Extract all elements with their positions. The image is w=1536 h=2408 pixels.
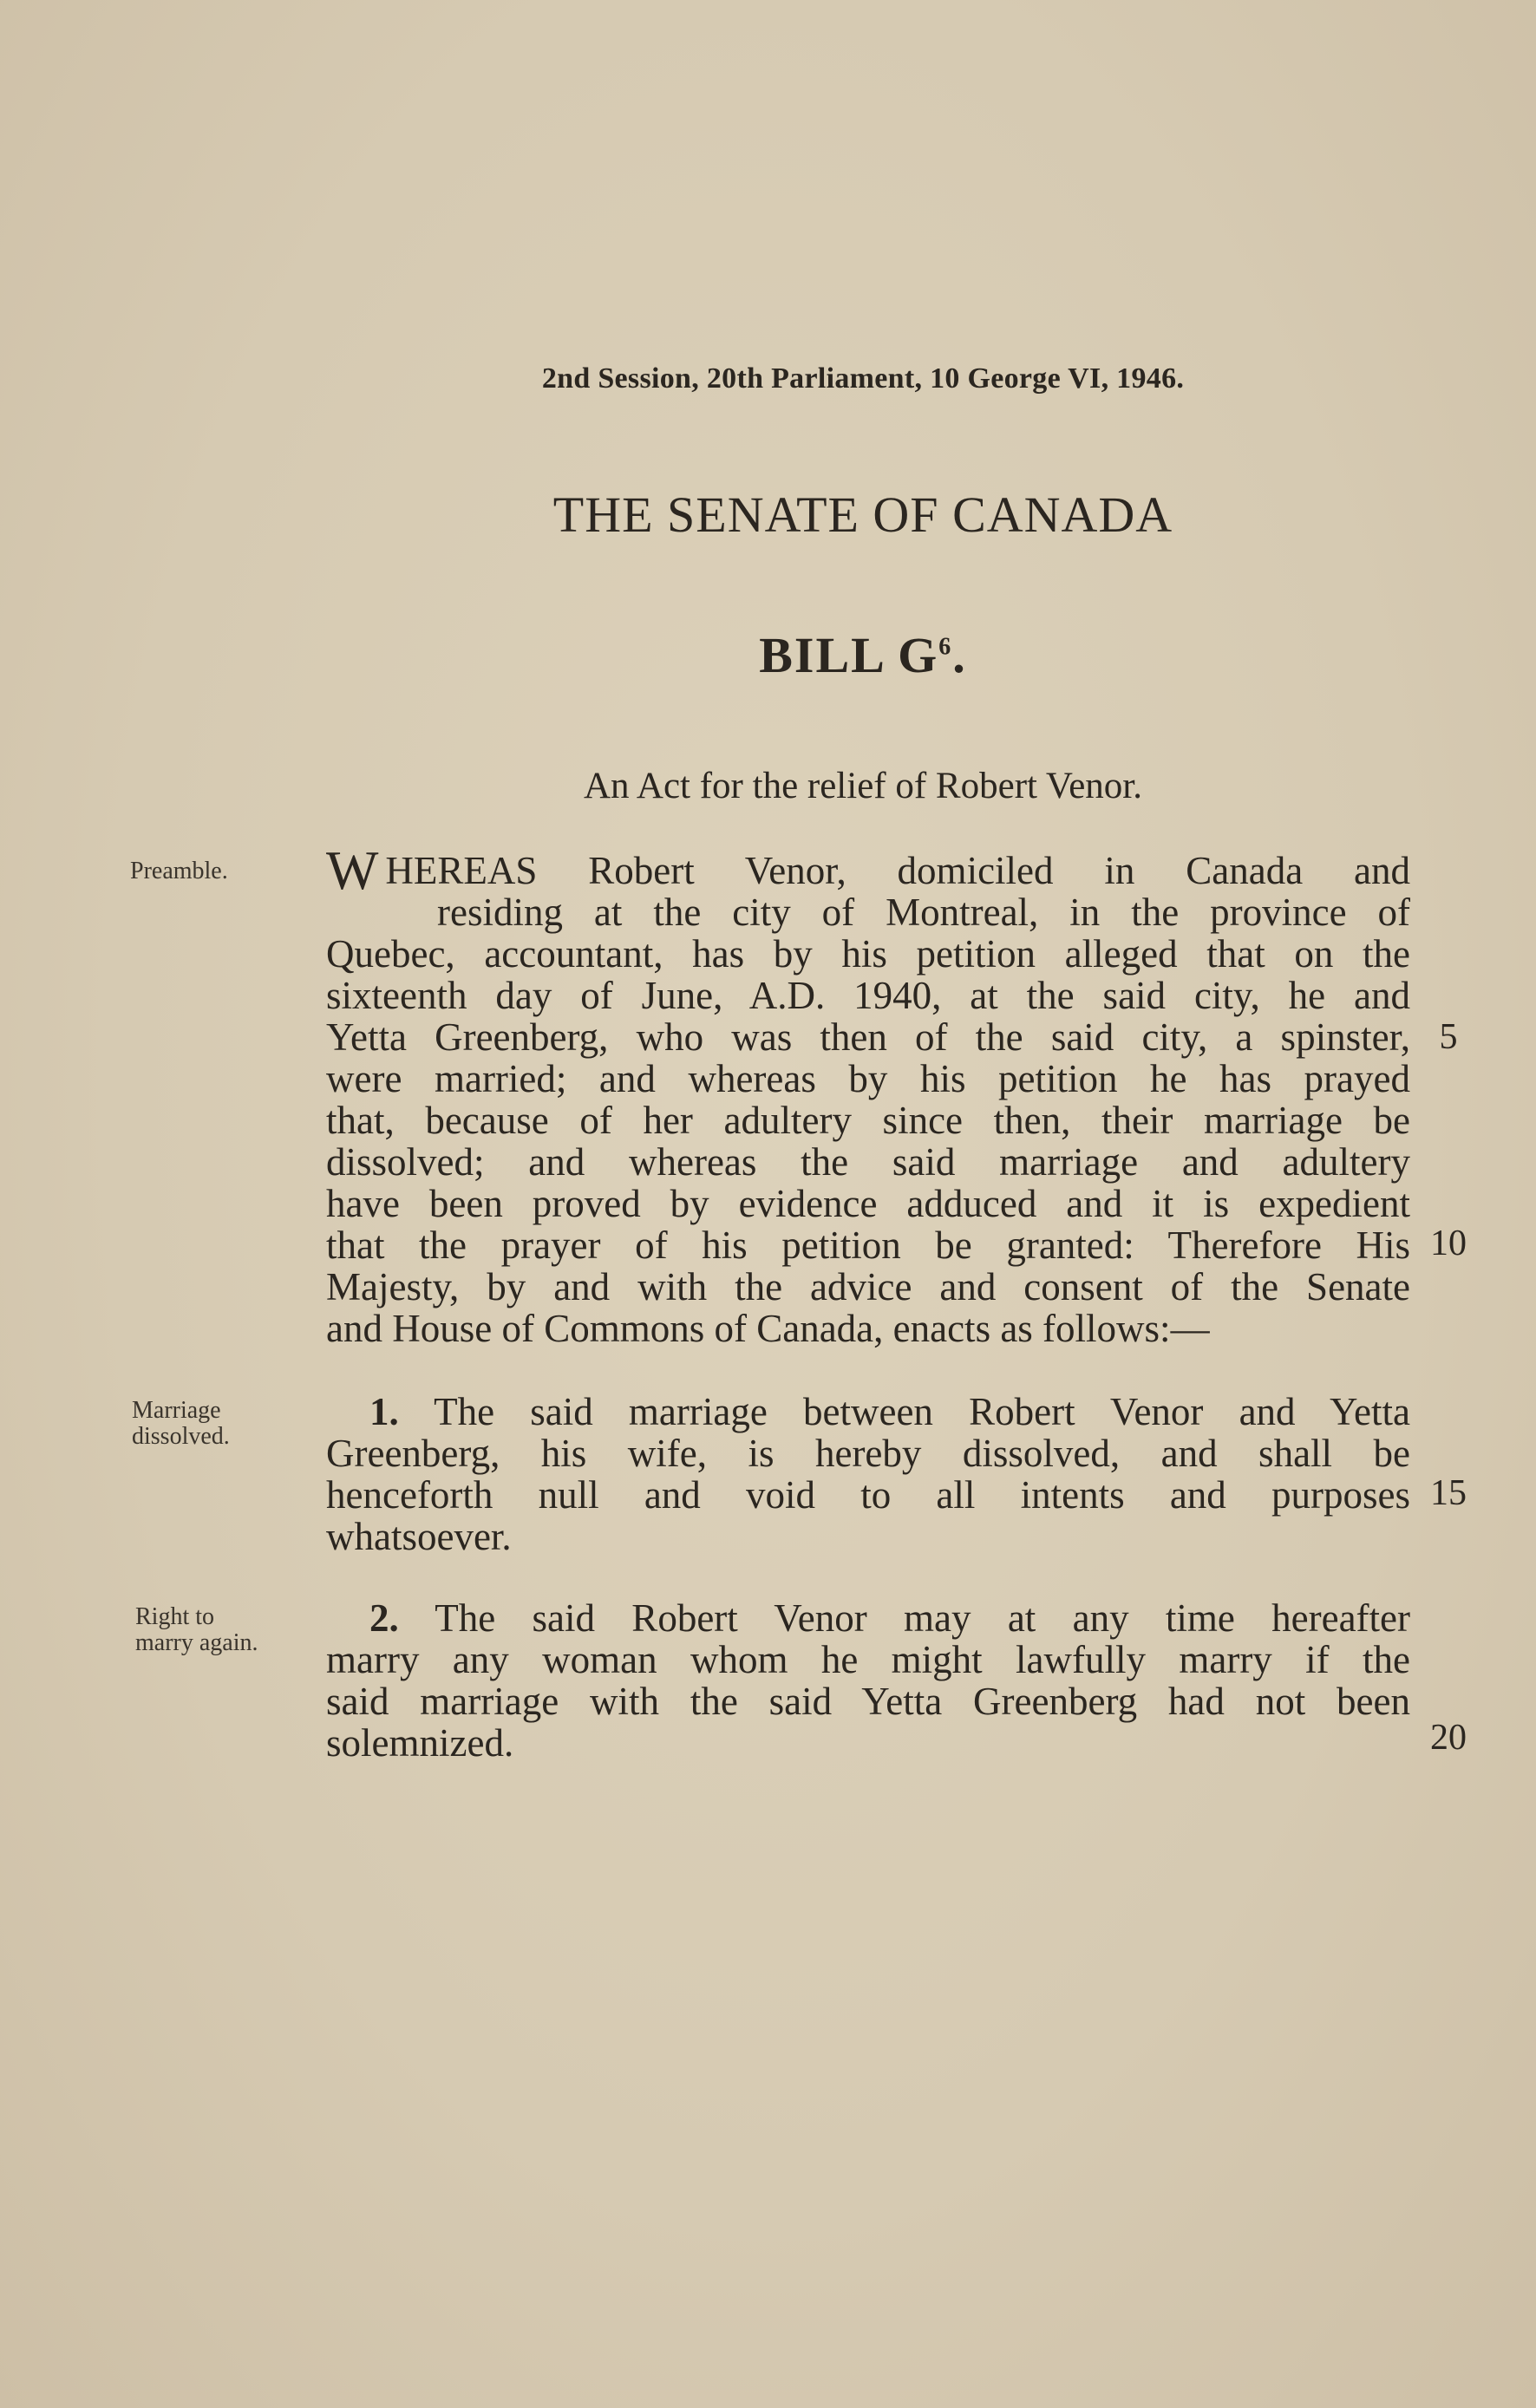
act-title: An Act for the relief of Robert Venor. [583, 766, 1143, 806]
marginal-note-line: marry again. [135, 1629, 258, 1656]
section-text: The said Robert Venor may at any time hereafter [435, 1596, 1411, 1640]
preamble-line: that, because of her adultery since then, their marriage be [326, 1099, 1410, 1142]
preamble-paragraph [326, 839, 1410, 1350]
section-line: marry any woman whom he might lawfully marry if the [326, 1638, 1410, 1681]
preamble-line: have been proved by evidence adduced and it is expedient [326, 1182, 1410, 1225]
preamble-line: Quebec, accountant, has by his petition alleged that on the [326, 932, 1410, 976]
preamble-line: that the prayer of his petition be granted: Therefore His [326, 1224, 1410, 1267]
line-number: 15 [1430, 1473, 1467, 1513]
marginal-note-preamble: Preamble. [130, 858, 228, 884]
preamble-line: were married; and whereas by his petition he has prayed [326, 1057, 1410, 1100]
section-number: 2. [369, 1596, 399, 1640]
preamble-line: HEREAS Robert Venor, domiciled in Canada and [385, 849, 1410, 892]
section-line: henceforth null and void to all intents and purposes [326, 1473, 1410, 1517]
marginal-note-line: dissolved. [132, 1423, 230, 1450]
bill-suffix: . [952, 627, 967, 683]
marginal-note-line: Right to [135, 1603, 215, 1630]
line-number: 10 [1430, 1224, 1467, 1263]
section-line: whatsoever. [326, 1515, 512, 1558]
line-number: 5 [1439, 1017, 1458, 1057]
preamble-line: and House of Commons of Canada, enacts as follows:— [326, 1307, 1210, 1350]
marginal-note-line: Marriage [132, 1397, 221, 1424]
session-heading: 2nd Session, 20th Parliament, 10 George VI, 1946. [541, 362, 1185, 395]
preamble-line: residing at the city of Montreal, in the province of [437, 891, 1410, 934]
chamber-title: THE SENATE OF CANADA [552, 486, 1173, 543]
section-line: solemnized. [326, 1721, 514, 1765]
preamble-line: sixteenth day of June, A.D. 1940, at the said city, he and [326, 974, 1410, 1017]
section-text: The said marriage between Robert Venor and Yetta [434, 1390, 1410, 1433]
bill-number [0, 626, 1536, 684]
preamble-line: Yetta Greenberg, who was then of the said city, a spinster, [326, 1015, 1410, 1059]
bill-label: BILL G [759, 627, 939, 683]
preamble-line: Majesty, by and with the advice and consent of the Senate [326, 1265, 1410, 1308]
preamble-line: dissolved; and whereas the said marriage and adultery [326, 1140, 1410, 1184]
section-1-paragraph [326, 1391, 1410, 1557]
section-2-paragraph [326, 1597, 1410, 1764]
section-line [326, 1391, 1410, 1432]
section-line: Greenberg, his wife, is hereby dissolved, and shall be [326, 1432, 1410, 1475]
dropcap: W [326, 839, 379, 901]
line-number: 20 [1430, 1718, 1467, 1758]
marginal-note-marriage-dissolved [132, 1398, 230, 1450]
section-line [326, 1597, 1410, 1639]
section-number: 1. [369, 1390, 399, 1433]
bill-superscript: 6 [938, 633, 953, 661]
marginal-note-right-to-marry [135, 1604, 258, 1656]
section-line: said marriage with the said Yetta Greenberg had not been [326, 1680, 1410, 1723]
